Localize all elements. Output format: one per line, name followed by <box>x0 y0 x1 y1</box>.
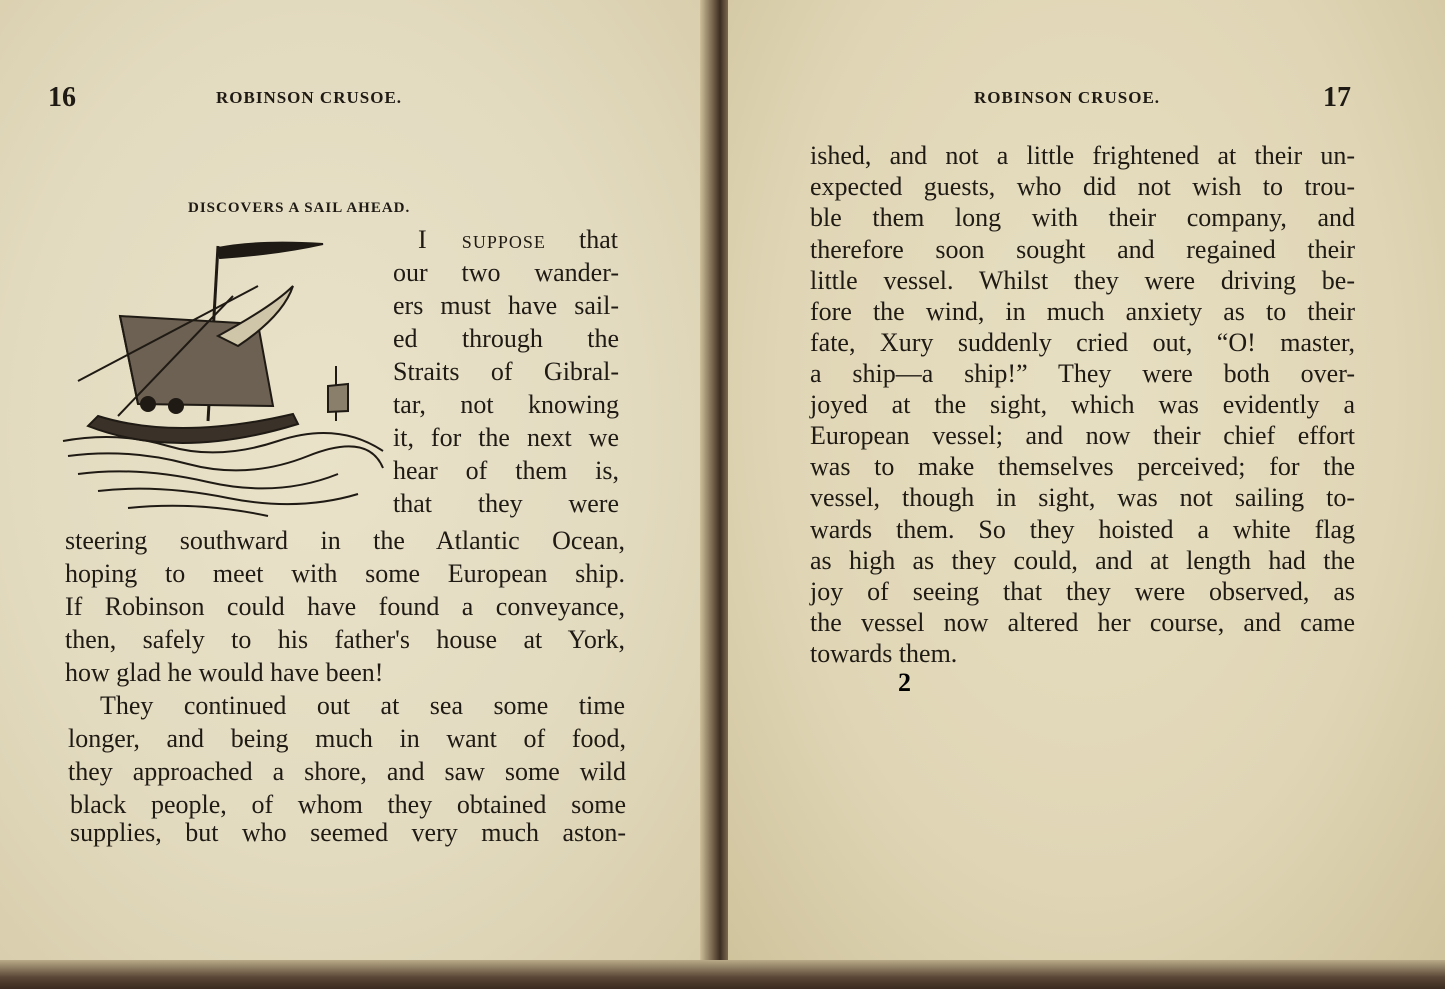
text-line: fore the wind, in much anxiety as to their <box>810 297 1355 326</box>
signature-mark: 2 <box>898 668 911 697</box>
text-line: European vessel; and now their chief effort <box>810 421 1355 450</box>
text-line: the vessel now altered her course, and came <box>810 608 1355 637</box>
page-number-right: 17 <box>1323 82 1351 113</box>
text-line: towards them. <box>810 639 958 668</box>
text-line: then, safely to his father's house at York, <box>65 625 625 654</box>
text-line: I suppose that <box>418 225 618 254</box>
text-line: therefore soon sought and regained their <box>810 235 1355 264</box>
text-line: Straits of Gibral- <box>393 357 619 386</box>
text-line: fate, Xury suddenly cried out, “O! master, <box>810 328 1355 357</box>
text-line: If Robinson could have found a conveyance, <box>65 592 625 621</box>
text-line: joy of seeing that they were observed, as <box>810 577 1355 606</box>
text-line: wards them. So they hoisted a white flag <box>810 515 1355 544</box>
text-line: ished, and not a little frightened at their un- <box>810 141 1355 170</box>
text-line: tar, not knowing <box>393 390 619 419</box>
text-line: ers must have sail- <box>393 291 619 320</box>
text-line: that they were <box>393 489 619 518</box>
text-line: our two wander- <box>393 258 619 287</box>
text-line: they approached a shore, and saw some wild <box>68 757 626 786</box>
text-line: supplies, but who seemed very much aston- <box>70 818 626 847</box>
text-line: ed through the <box>393 324 619 353</box>
running-head-right: ROBINSON CRUSOE. <box>974 88 1161 107</box>
text-line: hoping to meet with some European ship. <box>65 559 625 588</box>
text-line: They continued out at sea some time <box>100 691 625 720</box>
text-line: expected guests, who did not wish to trou- <box>810 172 1355 201</box>
text-line: black people, of whom they obtained some <box>70 790 626 819</box>
text-line: steering southward in the Atlantic Ocean, <box>65 526 625 555</box>
page-number-left: 16 <box>48 82 76 113</box>
text-line: little vessel. Whilst they were driving be- <box>810 266 1355 295</box>
text-line: hear of them is, <box>393 456 619 485</box>
chapter-heading: DISCOVERS A SAIL AHEAD. <box>188 200 411 216</box>
text-line: was to make themselves perceived; for the <box>810 452 1355 481</box>
running-head-left: ROBINSON CRUSOE. <box>216 88 403 107</box>
text-line: ble them long with their company, and <box>810 203 1355 232</box>
text-line: vessel, though in sight, was not sailing to- <box>810 483 1355 512</box>
right-page <box>728 0 1445 975</box>
text-line: it, for the next we <box>393 423 619 452</box>
text-line: a ship—a ship!” They were both over- <box>810 359 1355 388</box>
book-bottom-edge <box>0 960 1445 989</box>
dropcap-word: I suppose <box>418 225 546 254</box>
left-page <box>0 0 712 975</box>
sailboat-woodcut-image <box>58 236 388 526</box>
text-line: how glad he would have been! <box>65 658 384 687</box>
text-line: as high as they could, and at length had the <box>810 546 1355 575</box>
text-line: longer, and being much in want of food, <box>68 724 626 753</box>
text-line: joyed at the sight, which was evidently a <box>810 390 1355 419</box>
